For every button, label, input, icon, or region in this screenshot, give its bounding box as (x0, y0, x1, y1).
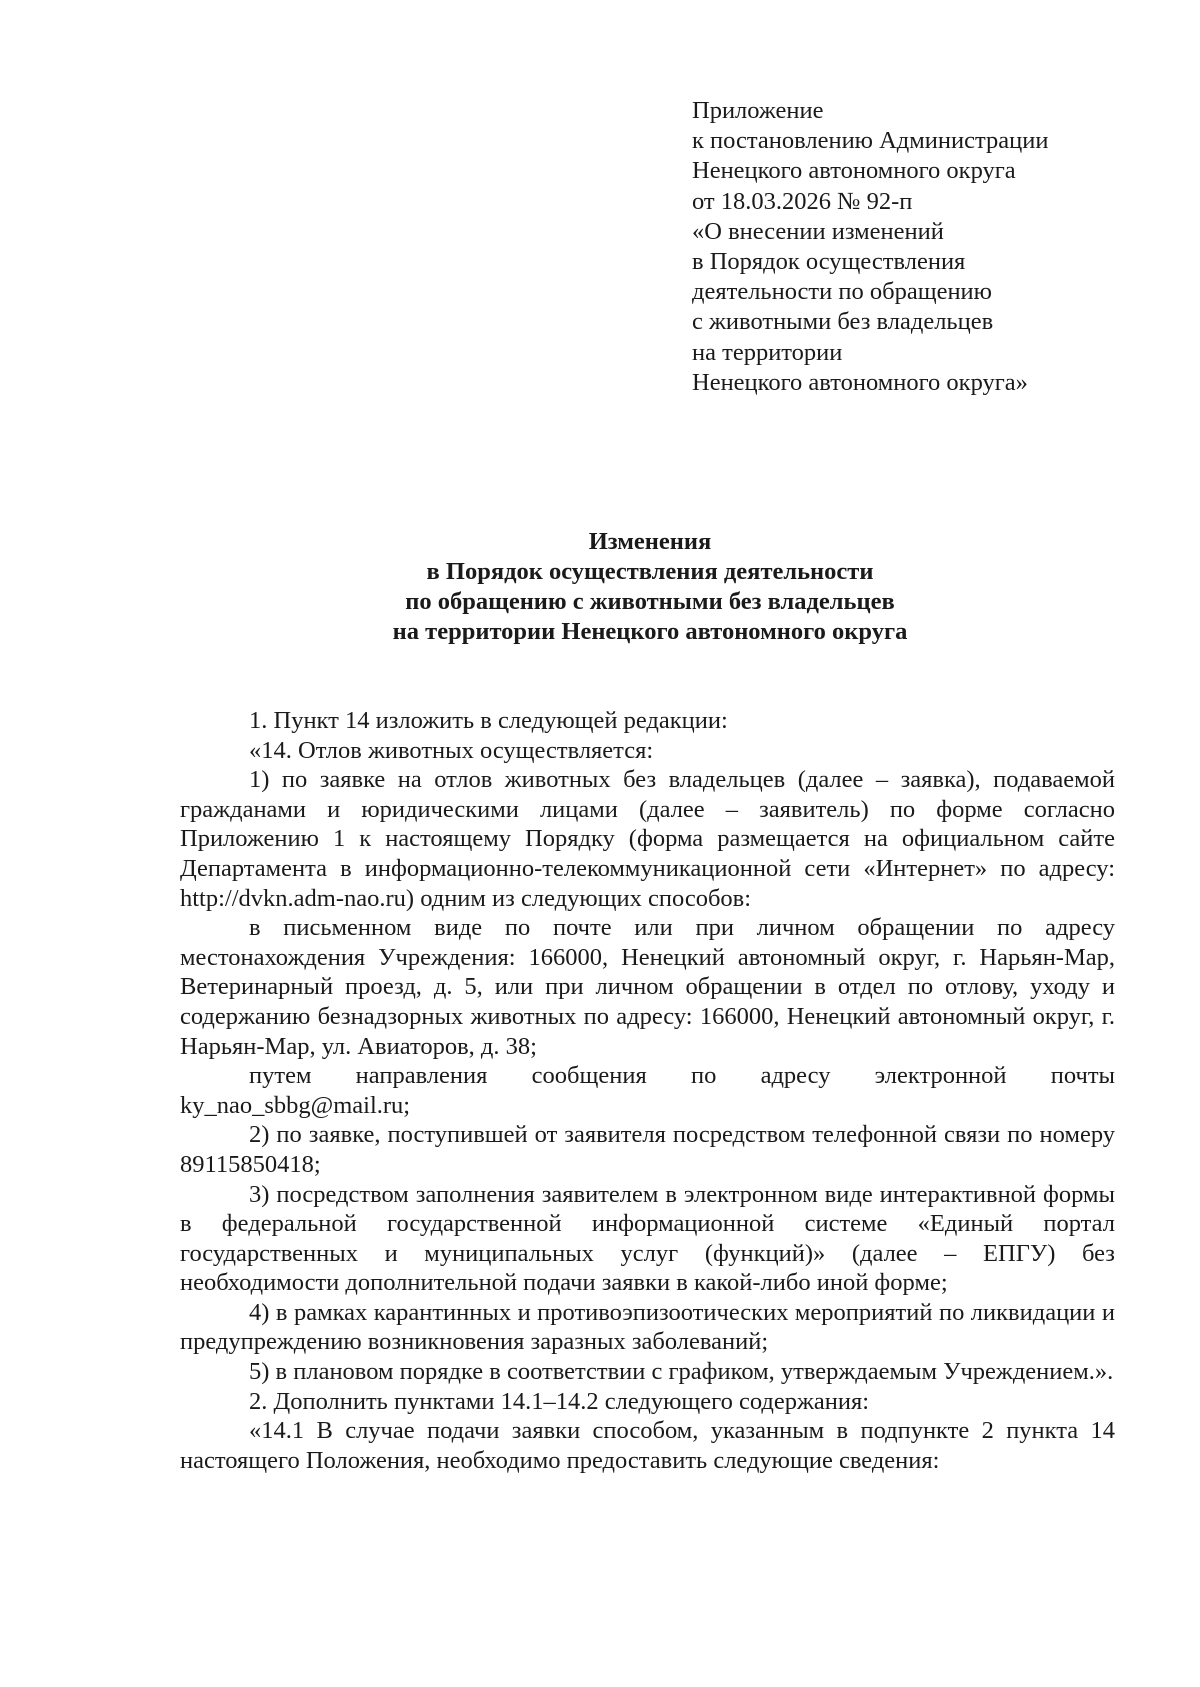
title-line: по обращению с животными без владельцев (405, 588, 895, 615)
appendix-line: с животными без владельцев (692, 308, 994, 336)
paragraph: 5) в плановом порядке в соответствии с графиком, утверждаемым Учреждением.». (249, 1358, 1114, 1386)
appendix-line: от 18.03.2026 № 92-п (692, 187, 913, 215)
document-title (0, 527, 1200, 647)
paragraph: 2) по заявке, поступившей от заявителя посредством телефонной связи по номеру 89115850418; (180, 1121, 1115, 1178)
appendix-line: деятельности по обращению (692, 278, 992, 306)
paragraph: 1) по заявке на отлов животных без владельцев (далее – заявка), подаваемой гражданами и юридическими лицами (далее – заявитель) по форме согласно Приложению 1 к настоящему Порядку (форма размещается на официальном сайте Департамента в информационно-телекоммуникационной сети «Интернет» по адресу: http://dvkn.adm-nao.ru) одним из следующих способов: (180, 766, 1115, 912)
paragraph: «14.1 В случае подачи заявки способом, указанным в подпункте 2 пункта 14 настоящего Положения, необходимо предоставить следующие сведения: (180, 1417, 1115, 1474)
paragraph: «14. Отлов животных осуществляется: (249, 736, 654, 764)
appendix-line: Приложение (692, 97, 824, 124)
paragraph: путем направления сообщения по адресу электронной почты ky_nao_sbbg@mail.ru; (180, 1062, 1115, 1119)
appendix-line: Ненецкого автономного округа (692, 157, 1016, 185)
paragraph: 2. Дополнить пунктами 14.1–14.2 следующего содержания: (249, 1387, 870, 1415)
appendix-block (692, 96, 1048, 398)
title-line: Изменения (588, 528, 712, 555)
paragraph: 3) посредством заполнения заявителем в электронном виде интерактивной формы в федеральной государственной информационной системе «Единый портал государственных и муниципальных услуг (функций)» (далее – ЕПГУ) без необходимости дополнительной подачи заявки в какой-либо иной форме; (180, 1180, 1115, 1297)
title-line: на территории Ненецкого автономного округа (392, 618, 908, 645)
appendix-line: Ненецкого автономного округа» (692, 368, 1028, 396)
paragraph: 1. Пункт 14 изложить в следующей редакции: (249, 707, 728, 734)
appendix-line: «О внесении изменений (692, 217, 944, 245)
paragraph: в письменном виде по почте или при личном обращении по адресу местонахождения Учреждения: 166000, Ненецкий автономный округ, г. Нарьян-Мар, Ветеринарный проезд, д. 5, или при личном обращении в отдел по отлову, уходу и содержанию безнадзорных животных по адресу: 166000, Ненецкий автономный округ, г. Нарьян-Мар, ул. Авиаторов, д. 38; (180, 914, 1115, 1060)
title-line: в Порядок осуществления деятельности (426, 558, 874, 585)
paragraph: 4) в рамках карантинных и противоэпизоотических мероприятий по ликвидации и предупреждению возникновения заразных заболеваний; (180, 1298, 1115, 1356)
appendix-line: на территории (692, 338, 843, 366)
appendix-line: к постановлению Администрации (692, 127, 1049, 155)
appendix-line: в Порядок осуществления (692, 248, 966, 276)
document-body (180, 706, 1115, 1475)
